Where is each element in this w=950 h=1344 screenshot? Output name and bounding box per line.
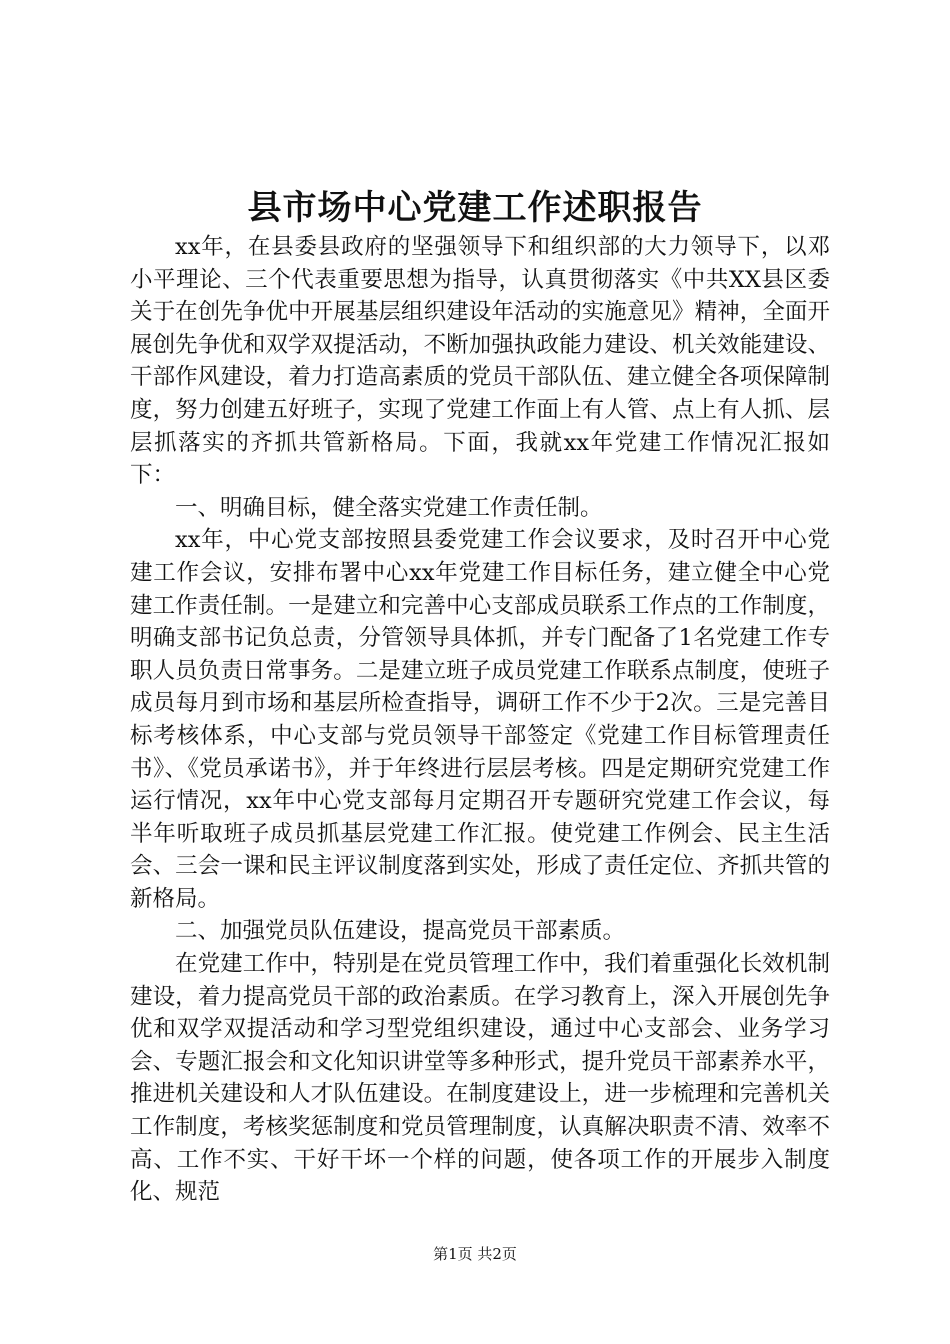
document-body [130, 231, 830, 1209]
document-title: 县市场中心党建工作述职报告 [247, 188, 703, 228]
section-heading-1: 一、明确目标，健全落实党建工作责任制。 [175, 494, 603, 521]
paragraph-intro: xx年，在县委县政府的坚强领导下和组织部的大力领导下，以邓小平理论、三个代表重要思想为指导，认真贯彻落实《中共XX县区委关于在创先争优中开展基层组织建设年活动的实施意见》精神，全面开展创先争优和双学双提活动，不断加强执政能力建设、机关效能建设、干部作风建设，着力打造高素质的党员干部队伍、建立健全各项保障制度，努力创建五好班子，实现了党建工作面上有人管、点上有人抓、层层抓落实的齐抓共管新格局。下面，我就xx年党建工作情况汇报如下： [130, 234, 830, 489]
page-footer: 第1页 共2页 [433, 1245, 517, 1263]
paragraph-section-2: 在党建工作中，特别是在党员管理工作中，我们着重强化长效机制建设，着力提高党员干部的政治素质。在学习教育上，深入开展创先争优和双学双提活动和学习型党组织建设，通过中心支部会、业务学习会、专题汇报会和文化知识讲堂等多种形式，提升党员干部素养水平，推进机关建设和人才队伍建设。在制度建设上，进一步梳理和完善机关工作制度，考核奖惩制度和党员管理制度，认真解决职责不清、效率不高、工作不实、干好干坏一个样的问题，使各项工作的开展步入制度化、规范 [130, 951, 830, 1206]
paragraph-section-1: xx年，中心党支部按照县委党建工作会议要求，及时召开中心党建工作会议，安排布署中心xx年党建工作目标任务，建立健全中心党建工作责任制。一是建立和完善中心支部成员联系工作点的工作制度，明确支部书记负总责，分管领导具体抓，并专门配备了1名党建工作专职人员负责日常事务。二是建立班子成员党建工作联系点制度，使班子成员每月到市场和基层所检查指导，调研工作不少于2次。三是完善目标考核体系，中心支部与党员领导干部签定《党建工作目标管理责任书》、《党员承诺书》，并于年终进行层层考核。四是定期研究党建工作运行情况，xx年中心党支部每月定期召开专题研究党建工作会议，每半年听取班子成员抓基层党建工作汇报。使党建工作例会、民主生活会、三会一课和民主评议制度落到实处，形成了责任定位、齐抓共管的新格局。 [130, 527, 830, 912]
section-heading-2: 二、加强党员队伍建设，提高党员干部素质。 [175, 918, 626, 945]
